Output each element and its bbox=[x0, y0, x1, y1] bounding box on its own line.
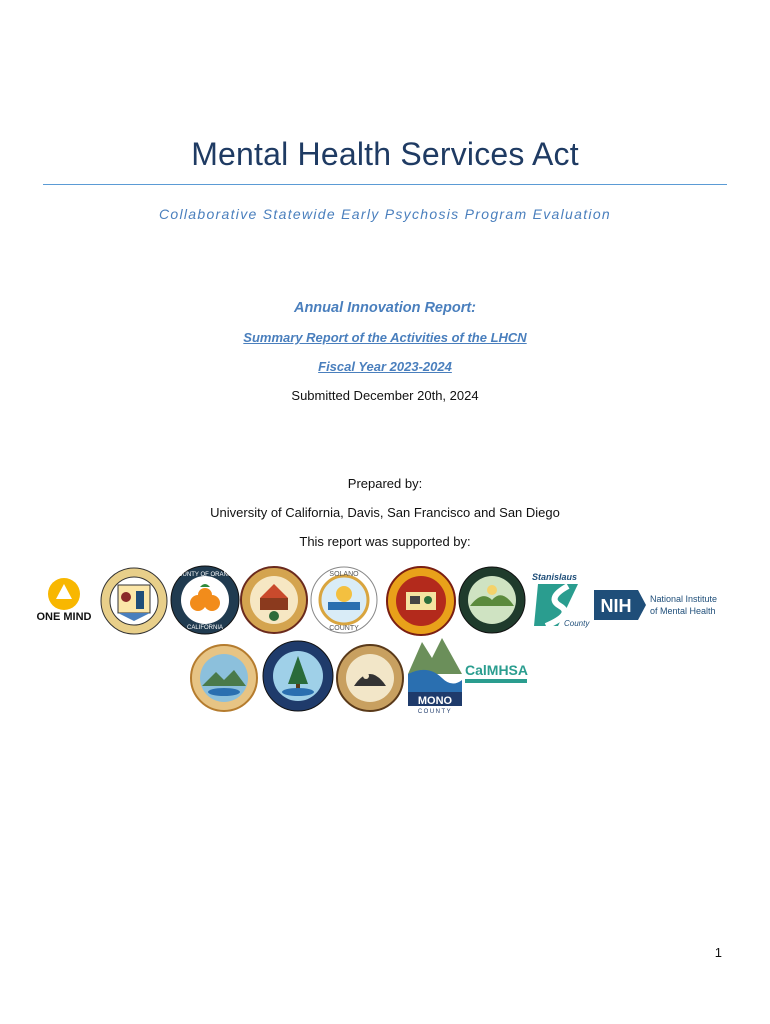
nih-nimh-logo bbox=[594, 588, 724, 622]
los-angeles-county-seal bbox=[100, 567, 168, 635]
nih-line1-text: National Institute bbox=[650, 594, 718, 604]
one-mind-text: ONE MIND bbox=[36, 611, 92, 623]
prepared-by-label: Prepared by: bbox=[347, 476, 423, 491]
solano-county-seal bbox=[310, 566, 378, 634]
fiscal-year-link[interactable] bbox=[0, 359, 770, 374]
county-seal-gold bbox=[240, 566, 308, 634]
stanislaus-bottom-text: County bbox=[564, 619, 590, 628]
fiscal-year-text[interactable]: Fiscal Year 2023-2024 bbox=[318, 359, 452, 374]
svg-text:SOLANO: SOLANO bbox=[329, 571, 359, 578]
colusa-county-seal bbox=[336, 644, 404, 712]
svg-text:COUNTY OF ORANGE: COUNTY OF ORANGE bbox=[173, 572, 237, 578]
document-subtitle: Collaborative Statewide Early Psychosis Program Evaluation bbox=[158, 206, 612, 222]
mono-word-text: MONO bbox=[417, 695, 453, 707]
nih-mark-text: NIH bbox=[600, 596, 632, 616]
title-divider bbox=[43, 184, 727, 185]
lake-county-seal bbox=[262, 640, 334, 712]
nih-line2-text: of Mental Health bbox=[650, 606, 716, 616]
svg-text:CALIFORNIA: CALIFORNIA bbox=[186, 625, 224, 631]
mono-county-text: COUNTY bbox=[417, 709, 453, 714]
one-mind-logo bbox=[28, 576, 100, 624]
prepared-by-value: University of California, Davis, San Francisco and San Diego bbox=[210, 505, 560, 520]
submitted-date: Submitted December 20th, 2024 bbox=[291, 388, 479, 403]
calmhsa-text: CalMHSA bbox=[465, 662, 529, 678]
stanislaus-county-logo bbox=[528, 572, 592, 632]
mono-county-logo bbox=[408, 634, 462, 714]
nevada-county-seal bbox=[190, 644, 258, 712]
orange-county-seal bbox=[170, 565, 240, 635]
page-number: 1 bbox=[714, 945, 722, 960]
san-bernardino-county-seal bbox=[386, 566, 456, 636]
supported-by-label: This report was supported by: bbox=[299, 534, 471, 549]
stanislaus-top-text: Stanislaus bbox=[532, 572, 578, 582]
calmhsa-logo bbox=[464, 660, 530, 686]
document-title: Mental Health Services Act bbox=[191, 136, 579, 172]
napa-county-seal bbox=[458, 566, 526, 634]
svg-text:COUNTY: COUNTY bbox=[329, 625, 359, 632]
report-title: Annual Innovation Report: bbox=[293, 300, 477, 316]
report-summary-link[interactable]: Summary Report of the Activities of the LHCN bbox=[243, 330, 527, 345]
